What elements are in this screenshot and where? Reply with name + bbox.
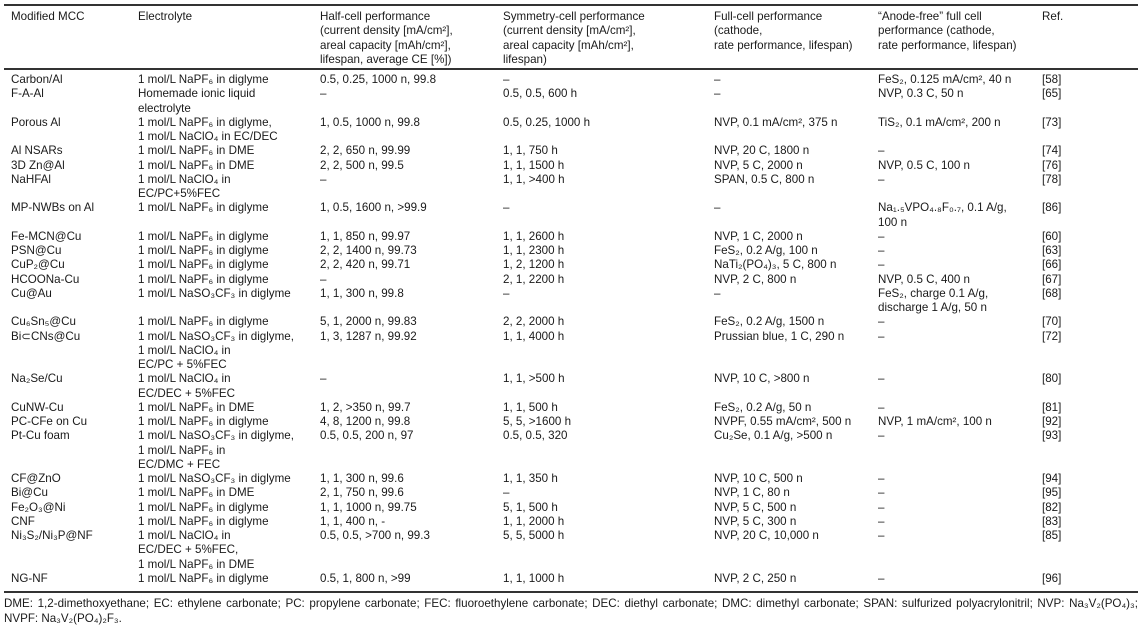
cell-modified-mcc: HCOONa-Cu [11,272,80,286]
cell-anode-free: FeS₂, 0.125 mA/cm², 40 n [878,73,1012,86]
cell-half-cell: – [320,172,327,186]
cell-anode-free: – [878,372,885,386]
cell-full-cell: FeS₂, 0.2 A/g, 50 n [714,400,812,414]
cell-electrolyte: Homemade ionic liquid electrolyte [138,87,256,115]
cell-anode-free: – [878,144,885,158]
cell-modified-mcc: PSN@Cu [11,244,62,257]
cell-electrolyte: 1 mol/L NaClO₄ in EC/DEC + 5%FEC, 1 mol/L NaPF₆ in DME [138,529,255,571]
table-row [11,159,1136,173]
cell-modified-mcc: Cu@Au [11,286,52,300]
cell-ref: [68] [1042,286,1062,300]
cell-symmetry-cell: 5, 1, 500 h [503,500,558,514]
table-row [11,201,1136,230]
table-top-rule [4,4,1138,6]
header-half-cell: Half-cell performance (current density [mA/cm²], areal capacity [mAh/cm²], lifespan, average CE [%]) [320,10,453,66]
header-anode-free: “Anode-free” full cell performance (cathode, rate performance, lifespan) [878,10,1017,52]
cell-half-cell: 1, 0.5, 1000 n, 99.8 [320,115,420,129]
cell-ref: [81] [1042,400,1062,414]
cell-symmetry-cell: 1, 1, 1000 h [503,571,565,585]
cell-electrolyte: 1 mol/L NaPF₆ in diglyme [138,229,269,243]
cell-symmetry-cell: 1, 1, 2600 h [503,229,565,243]
cell-symmetry-cell: – [503,286,510,300]
cell-full-cell: – [714,87,721,101]
cell-anode-free: – [878,315,885,329]
cell-half-cell: 2, 1, 750 n, 99.6 [320,486,404,500]
cell-symmetry-cell: 1, 1, 2300 h [503,244,565,257]
header-modified-mcc: Modified MCC [11,10,85,23]
cell-modified-mcc: CNF [11,514,35,528]
cell-ref: [76] [1042,158,1062,172]
cell-modified-mcc: Na₂Se/Cu [11,372,63,386]
cell-symmetry-cell: 1, 1, 350 h [503,472,558,485]
cell-anode-free: NVP, 0.3 C, 50 n [878,87,964,101]
cell-symmetry-cell: 1, 1, 500 h [503,400,558,414]
table-body [11,73,1136,586]
cell-ref: [93] [1042,429,1062,443]
cell-electrolyte: 1 mol/L NaPF₆ in diglyme [138,258,269,272]
cell-modified-mcc: MP-NWBs on Al [11,201,95,215]
cell-half-cell: 1, 1, 400 n, - [320,514,386,528]
cell-anode-free: FeS₂, charge 0.1 A/g, discharge 1 A/g, 50 n [878,286,989,314]
cell-half-cell: 1, 1, 850 n, 99.97 [320,229,411,243]
cell-half-cell: 1, 0.5, 1600 n, >99.9 [320,201,427,215]
cell-modified-mcc: NG-NF [11,571,48,585]
cell-symmetry-cell: – [503,201,510,215]
cell-symmetry-cell: 1, 1, 2000 h [503,514,565,528]
cell-symmetry-cell: 1, 1, 750 h [503,144,558,158]
cell-half-cell: 2, 2, 1400 n, 99.73 [320,244,417,257]
table-footnote: DME: 1,2-dimethoxyethane; EC: ethylene carbonate; PC: propylene carbonate; FEC: fluoroethylene carbonate; DEC: diethyl carbonate; DMC: dimethyl carbonate; SPAN: sulfurized polyacrylonitril; NVP: Na₃V₂(PO₄)₃; NVPF: Na₃V₂(PO₄)₂F₃. [4,597,1138,625]
table-row [11,515,1136,529]
cell-ref: [86] [1042,201,1062,215]
cell-modified-mcc: PC-CFe on Cu [11,415,88,428]
cell-symmetry-cell: 1, 1, 1500 h [503,158,565,172]
cell-full-cell: NVP, 2 C, 250 n [714,571,797,585]
cell-electrolyte: 1 mol/L NaPF₆ in diglyme [138,272,269,286]
cell-electrolyte: 1 mol/L NaSO₃CF₃ in diglyme, 1 mol/L NaPF₆ in EC/DMC + FEC [138,429,294,471]
cell-modified-mcc: 3D Zn@Al [11,158,65,172]
cell-half-cell: 0.5, 0.5, >700 n, 99.3 [320,529,430,542]
cell-modified-mcc: CuP₂@Cu [11,258,65,272]
cell-electrolyte: 1 mol/L NaPF₆ in DME [138,144,255,158]
cell-half-cell: – [320,372,327,386]
cell-symmetry-cell: 1, 1, 4000 h [503,329,565,343]
cell-full-cell: NaTi₂(PO₄)₃, 5 C, 800 n [714,258,837,272]
cell-ref: [83] [1042,514,1062,528]
cell-symmetry-cell: 1, 2, 1200 h [503,258,565,272]
cell-anode-free: – [878,244,885,257]
cell-ref: [96] [1042,571,1062,585]
table-row [11,472,1136,486]
cell-half-cell: 1, 1, 300 n, 99.6 [320,472,404,485]
cell-anode-free: NVP, 0.5 C, 400 n [878,272,970,286]
table-row [11,330,1136,373]
table-header-rule [4,68,1138,70]
cell-modified-mcc: Ni₃S₂/Ni₃P@NF [11,529,93,542]
cell-ref: [94] [1042,472,1062,485]
cell-modified-mcc: Fe-MCN@Cu [11,229,82,243]
cell-anode-free: – [878,571,885,585]
cell-anode-free: – [878,429,885,443]
cell-anode-free: – [878,500,885,514]
table-row [11,501,1136,515]
cell-ref: [82] [1042,500,1062,514]
cell-electrolyte: 1 mol/L NaPF₆ in DME [138,486,255,500]
cell-ref: [85] [1042,529,1062,542]
cell-ref: [72] [1042,329,1062,343]
cell-symmetry-cell: 2, 2, 2000 h [503,315,565,329]
cell-symmetry-cell: – [503,486,510,500]
cell-anode-free: TiS₂, 0.1 mA/cm², 200 n [878,115,1001,129]
cell-electrolyte: 1 mol/L NaPF₆ in diglyme [138,514,269,528]
cell-half-cell: 2, 2, 500 n, 99.5 [320,158,404,172]
table-row [11,273,1136,287]
cell-full-cell: – [714,201,721,215]
cell-modified-mcc: NaHFAl [11,172,51,186]
table-row [11,244,1136,258]
cell-electrolyte: 1 mol/L NaPF₆ in diglyme [138,244,269,257]
cell-ref: [74] [1042,144,1062,158]
cell-modified-mcc: Al NSARs [11,144,63,158]
cell-half-cell: 0.5, 0.5, 200 n, 97 [320,429,414,443]
cell-electrolyte: 1 mol/L NaPF₆ in diglyme [138,415,269,428]
cell-full-cell: NVP, 0.1 mA/cm², 375 n [714,115,838,129]
cell-symmetry-cell: 1, 1, >500 h [503,372,565,386]
cell-ref: [78] [1042,172,1062,186]
cell-modified-mcc: CF@ZnO [11,472,61,485]
cell-anode-free: Na₁.₅VPO₄.₈F₀.₇, 0.1 A/g, 100 n [878,201,1007,229]
header-symmetry-cell: Symmetry-cell performance (current density [mA/cm²], areal capacity [mAh/cm²], lifespan) [503,10,645,66]
cell-modified-mcc: Bi@Cu [11,486,48,500]
header-full-cell: Full-cell performance (cathode, rate performance, lifespan) [714,10,853,52]
cell-half-cell: 1, 1, 1000 n, 99.75 [320,500,417,514]
cell-anode-free: NVP, 1 mA/cm², 100 n [878,415,992,428]
cell-ref: [70] [1042,315,1062,329]
cell-electrolyte: 1 mol/L NaPF₆ in diglyme [138,201,269,215]
cell-modified-mcc: Pt-Cu foam [11,429,70,443]
cell-ref: [63] [1042,244,1062,257]
cell-electrolyte: 1 mol/L NaPF₆ in diglyme [138,500,269,514]
cell-symmetry-cell: 0.5, 0.5, 320 [503,429,568,443]
header-ref: Ref. [1042,10,1064,23]
cell-symmetry-cell: 0.5, 0.25, 1000 h [503,115,591,129]
cell-full-cell: NVP, 20 C, 10,000 n [714,529,819,542]
table-row [11,372,1136,401]
cell-half-cell: 2, 2, 650 n, 99.99 [320,144,411,158]
cell-full-cell: NVP, 20 C, 1800 n [714,144,810,158]
cell-modified-mcc: F-A-Al [11,87,44,101]
table-row [11,173,1136,202]
cell-full-cell: NVP, 2 C, 800 n [714,272,797,286]
cell-full-cell: NVP, 1 C, 80 n [714,486,790,500]
cell-anode-free: – [878,258,885,272]
table-row [11,572,1136,586]
cell-half-cell: – [320,272,327,286]
cell-symmetry-cell: 2, 1, 2200 h [503,272,565,286]
cell-anode-free: – [878,172,885,186]
cell-anode-free: NVP, 0.5 C, 100 n [878,158,970,172]
cell-electrolyte: 1 mol/L NaPF₆ in DME [138,158,255,172]
cell-half-cell: 1, 1, 300 n, 99.8 [320,286,404,300]
table-row [11,429,1136,472]
cell-anode-free: – [878,529,885,542]
cell-full-cell: – [714,286,721,300]
cell-ref: [73] [1042,115,1062,129]
cell-ref: [66] [1042,258,1062,272]
cell-symmetry-cell: 5, 5, 5000 h [503,529,565,542]
cell-modified-mcc: Cu₆Sn₅@Cu [11,315,76,329]
cell-full-cell: Prussian blue, 1 C, 290 n [714,329,845,343]
cell-full-cell: NVP, 1 C, 2000 n [714,229,803,243]
cell-electrolyte: 1 mol/L NaClO₄ in EC/PC+5%FEC [138,172,231,200]
cell-full-cell: NVP, 5 C, 2000 n [714,158,803,172]
cell-half-cell: 2, 2, 420 n, 99.71 [320,258,411,272]
cell-modified-mcc: Fe₂O₃@Ni [11,500,66,514]
table-row [11,315,1136,329]
cell-full-cell: NVP, 10 C, >800 n [714,372,810,386]
cell-anode-free: – [878,472,885,485]
cell-electrolyte: 1 mol/L NaPF₆ in diglyme, 1 mol/L NaClO₄ in EC/DEC [138,115,278,143]
cell-half-cell: 0.5, 1, 800 n, >99 [320,571,411,585]
cell-modified-mcc: Carbon/Al [11,73,63,86]
cell-full-cell: NVP, 5 C, 500 n [714,500,797,514]
cell-full-cell: NVP, 10 C, 500 n [714,472,803,485]
table-header [11,10,1136,67]
cell-full-cell: NVPF, 0.55 mA/cm², 500 n [714,415,852,428]
table-row [11,87,1136,116]
cell-anode-free: – [878,400,885,414]
cell-ref: [58] [1042,73,1062,86]
cell-modified-mcc: Bi⊂CNs@Cu [11,329,81,343]
cell-ref: [92] [1042,415,1062,428]
cell-ref: [65] [1042,87,1062,101]
cell-full-cell: Cu₂Se, 0.1 A/g, >500 n [714,429,833,443]
table-bottom-rule [4,591,1138,593]
cell-ref: [95] [1042,486,1062,500]
cell-full-cell: SPAN, 0.5 C, 800 n [714,172,815,186]
cell-half-cell: – [320,87,327,101]
cell-electrolyte: 1 mol/L NaPF₆ in diglyme [138,73,269,86]
header-electrolyte: Electrolyte [138,10,193,23]
table-row [11,287,1136,316]
table-row [11,486,1136,500]
cell-ref: [60] [1042,229,1062,243]
cell-anode-free: – [878,514,885,528]
cell-electrolyte: 1 mol/L NaPF₆ in DME [138,400,255,414]
table-row [11,230,1136,244]
cell-symmetry-cell: 1, 1, >400 h [503,172,565,186]
cell-modified-mcc: CuNW-Cu [11,400,64,414]
cell-half-cell: 4, 8, 1200 n, 99.8 [320,415,411,428]
cell-ref: [67] [1042,272,1062,286]
table-row [11,73,1136,87]
cell-symmetry-cell: 0.5, 0.5, 600 h [503,87,578,101]
table-row [11,116,1136,145]
cell-full-cell: FeS₂, 0.2 A/g, 1500 n [714,315,825,329]
cell-anode-free: – [878,229,885,243]
cell-electrolyte: 1 mol/L NaPF₆ in diglyme [138,315,269,329]
cell-electrolyte: 1 mol/L NaSO₃CF₃ in diglyme, 1 mol/L NaClO₄ in EC/PC + 5%FEC [138,329,294,371]
cell-full-cell: FeS₂, 0.2 A/g, 100 n [714,244,818,257]
cell-anode-free: – [878,329,885,343]
cell-half-cell: 1, 2, >350 n, 99.7 [320,400,411,414]
cell-half-cell: 5, 1, 2000 n, 99.83 [320,315,417,329]
cell-symmetry-cell: – [503,73,510,86]
table-row [11,144,1136,158]
cell-symmetry-cell: 5, 5, >1600 h [503,415,572,428]
cell-full-cell: NVP, 5 C, 300 n [714,514,797,528]
cell-electrolyte: 1 mol/L NaClO₄ in EC/DEC + 5%FEC [138,372,235,400]
cell-electrolyte: 1 mol/L NaSO₃CF₃ in diglyme [138,286,291,300]
cell-electrolyte: 1 mol/L NaSO₃CF₃ in diglyme [138,472,291,485]
cell-electrolyte: 1 mol/L NaPF₆ in diglyme [138,571,269,585]
table-row [11,258,1136,272]
cell-half-cell: 0.5, 0.25, 1000 n, 99.8 [320,73,437,86]
cell-modified-mcc: Porous Al [11,115,61,129]
table-row [11,415,1136,429]
table-row [11,529,1136,572]
cell-ref: [80] [1042,372,1062,386]
cell-full-cell: – [714,73,721,86]
table-row [11,401,1136,415]
cell-anode-free: – [878,486,885,500]
cell-half-cell: 1, 3, 1287 n, 99.92 [320,329,417,343]
